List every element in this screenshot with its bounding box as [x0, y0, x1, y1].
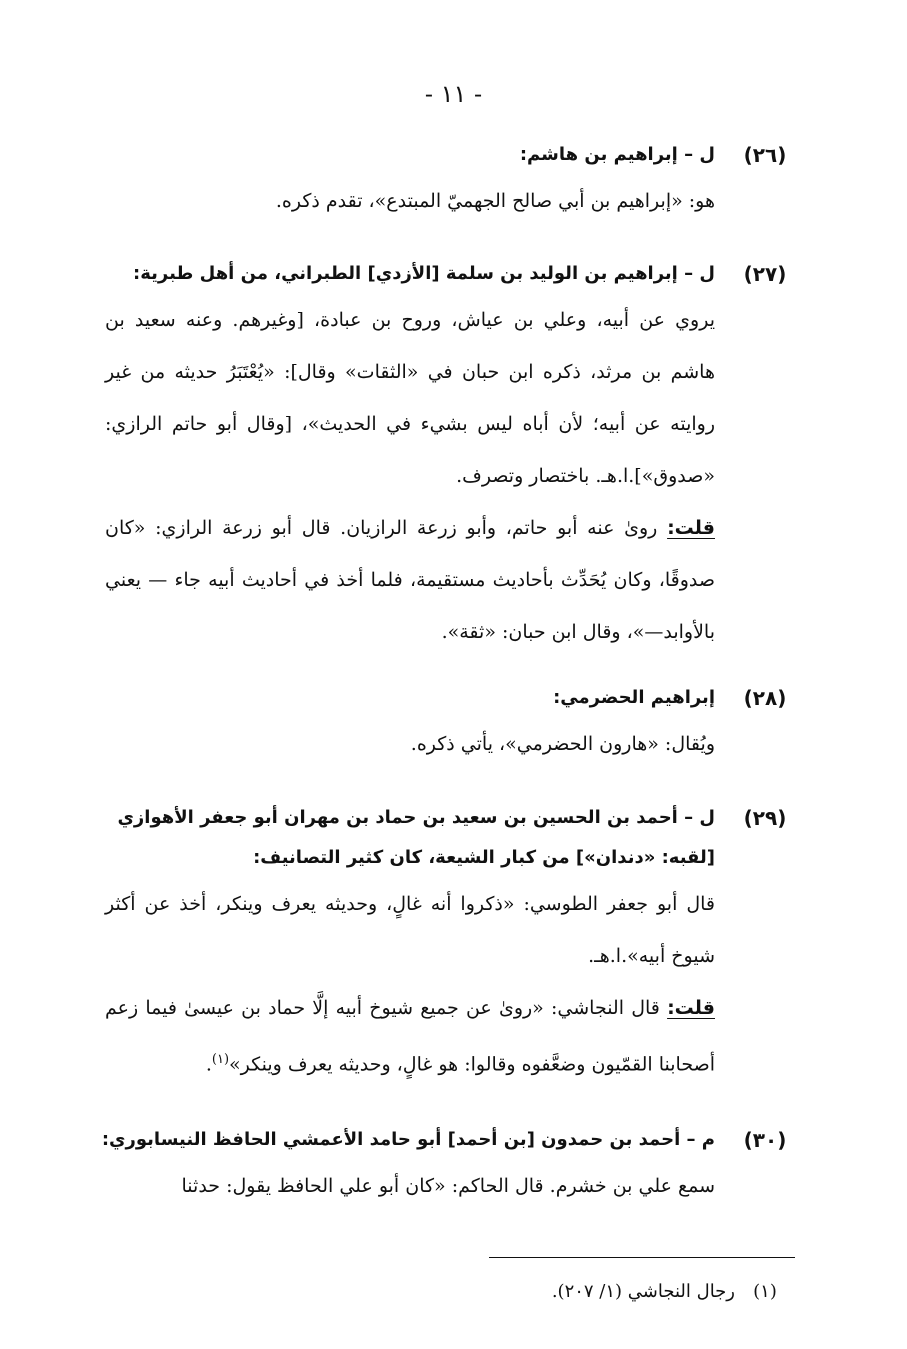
qult-paragraph	[105, 502, 715, 658]
entry-30	[101, 1120, 795, 1212]
entry-body	[105, 878, 715, 1090]
entry-number: (٢٨)	[743, 686, 787, 710]
entry-heading	[105, 678, 795, 718]
entry-number: (٢٩)	[743, 806, 787, 830]
entry-title: ل – أحمد بن الحسين بن سعيد بن حماد بن مهران أبو جعفر الأهوازي	[117, 807, 715, 828]
entry-26	[105, 135, 795, 227]
entry-paragraph: قال أبو جعفر الطوسي: «ذكروا أنه غالٍ، وحديثه يعرف وينكر، أخذ عن أكثر شيوخ أبيه».ا.هـ.	[105, 893, 715, 967]
entry-heading	[101, 1120, 795, 1160]
footnote-marker[interactable]: (١)	[211, 1052, 230, 1067]
entry-title: م – أحمد بن حمدون [بن أحمد] أبو حامد الأعمشي الحافظ النيسابوري:	[101, 1129, 715, 1150]
entry-title: ل – إبراهيم بن الوليد بن سلمة [الأزدي] الطبراني، من أهل طبرية:	[133, 263, 715, 284]
entry-body	[105, 1160, 715, 1212]
entry-28	[105, 678, 795, 770]
entry-number: (٢٧)	[743, 262, 787, 286]
entry-paragraph: هو: «إبراهيم بن أبي صالح الجهميّ المبتدع»، تقدم ذكره.	[275, 190, 715, 212]
entry-subtitle: [لقبه: «دندان»] من كبار الشيعة، كان كثير التصانيف:	[253, 847, 715, 868]
entry-number: (٣٠)	[743, 1128, 787, 1152]
entry-number: (٢٦)	[743, 143, 787, 167]
entry-paragraph: ويُقال: «هارون الحضرمي»، يأتي ذكره.	[410, 733, 715, 755]
footnote	[105, 1272, 795, 1312]
entry-27	[105, 254, 795, 658]
entry-heading	[105, 254, 795, 294]
qult-text: قال النجاشي: «روىٰ عن جميع شيوخ أبيه إلَّا حماد بن عيسىٰ فيما زعم أصحابنا القمّيون وضعَّفوه وقالوا: هو غالٍ، وحديثه يعرف وينكر»	[105, 997, 715, 1076]
entry-heading	[105, 798, 795, 838]
footnote-divider	[489, 1257, 795, 1258]
qult-label: قلت:	[667, 517, 715, 539]
entry-body	[105, 175, 715, 227]
entry-title: إبراهيم الحضرمي:	[553, 687, 715, 708]
footnote-number: (١)	[753, 1281, 777, 1302]
entry-title: ل – إبراهيم بن هاشم:	[519, 144, 715, 165]
entry-body	[105, 294, 715, 658]
footnote-text: رجال النجاشي (١/ ٢٠٧).	[551, 1281, 735, 1302]
qult-paragraph	[105, 982, 715, 1090]
entry-body	[105, 718, 715, 770]
entry-heading	[105, 135, 795, 175]
qult-text: روىٰ عنه أبو حاتم، وأبو زرعة الرازيان. قال أبو زرعة الرازي: «كان صدوقًا، وكان يُحَدِّث بأحاديث مستقيمة، فلما أخذ في أحاديث أبيه جاء — يعني بالأوابد—»، وقال ابن حبان: «ثقة».	[105, 517, 715, 643]
qult-end: .	[205, 1053, 212, 1076]
qult-label: قلت:	[667, 997, 715, 1019]
entry-29	[105, 798, 795, 1090]
page-number: - ١١ -	[424, 80, 483, 108]
entry-paragraph: سمع علي بن خشرم. قال الحاكم: «كان أبو علي الحافظ يقول: حدثنا	[181, 1175, 715, 1197]
entry-paragraph: يروي عن أبيه، وعلي بن عياش، وروح بن عبادة، [وغيرهم. وعنه سعيد بن هاشم بن مرثد، ذكره ابن حبان في «الثقات» وقال]: «يُعْتَبَرُ حديثه من غير روايته عن أبيه؛ لأن أباه ليس بشيء في الحديث»، [وقال أبو حاتم الرازي: «صدوق»].ا.هـ. باختصار وتصرف.	[105, 309, 715, 487]
